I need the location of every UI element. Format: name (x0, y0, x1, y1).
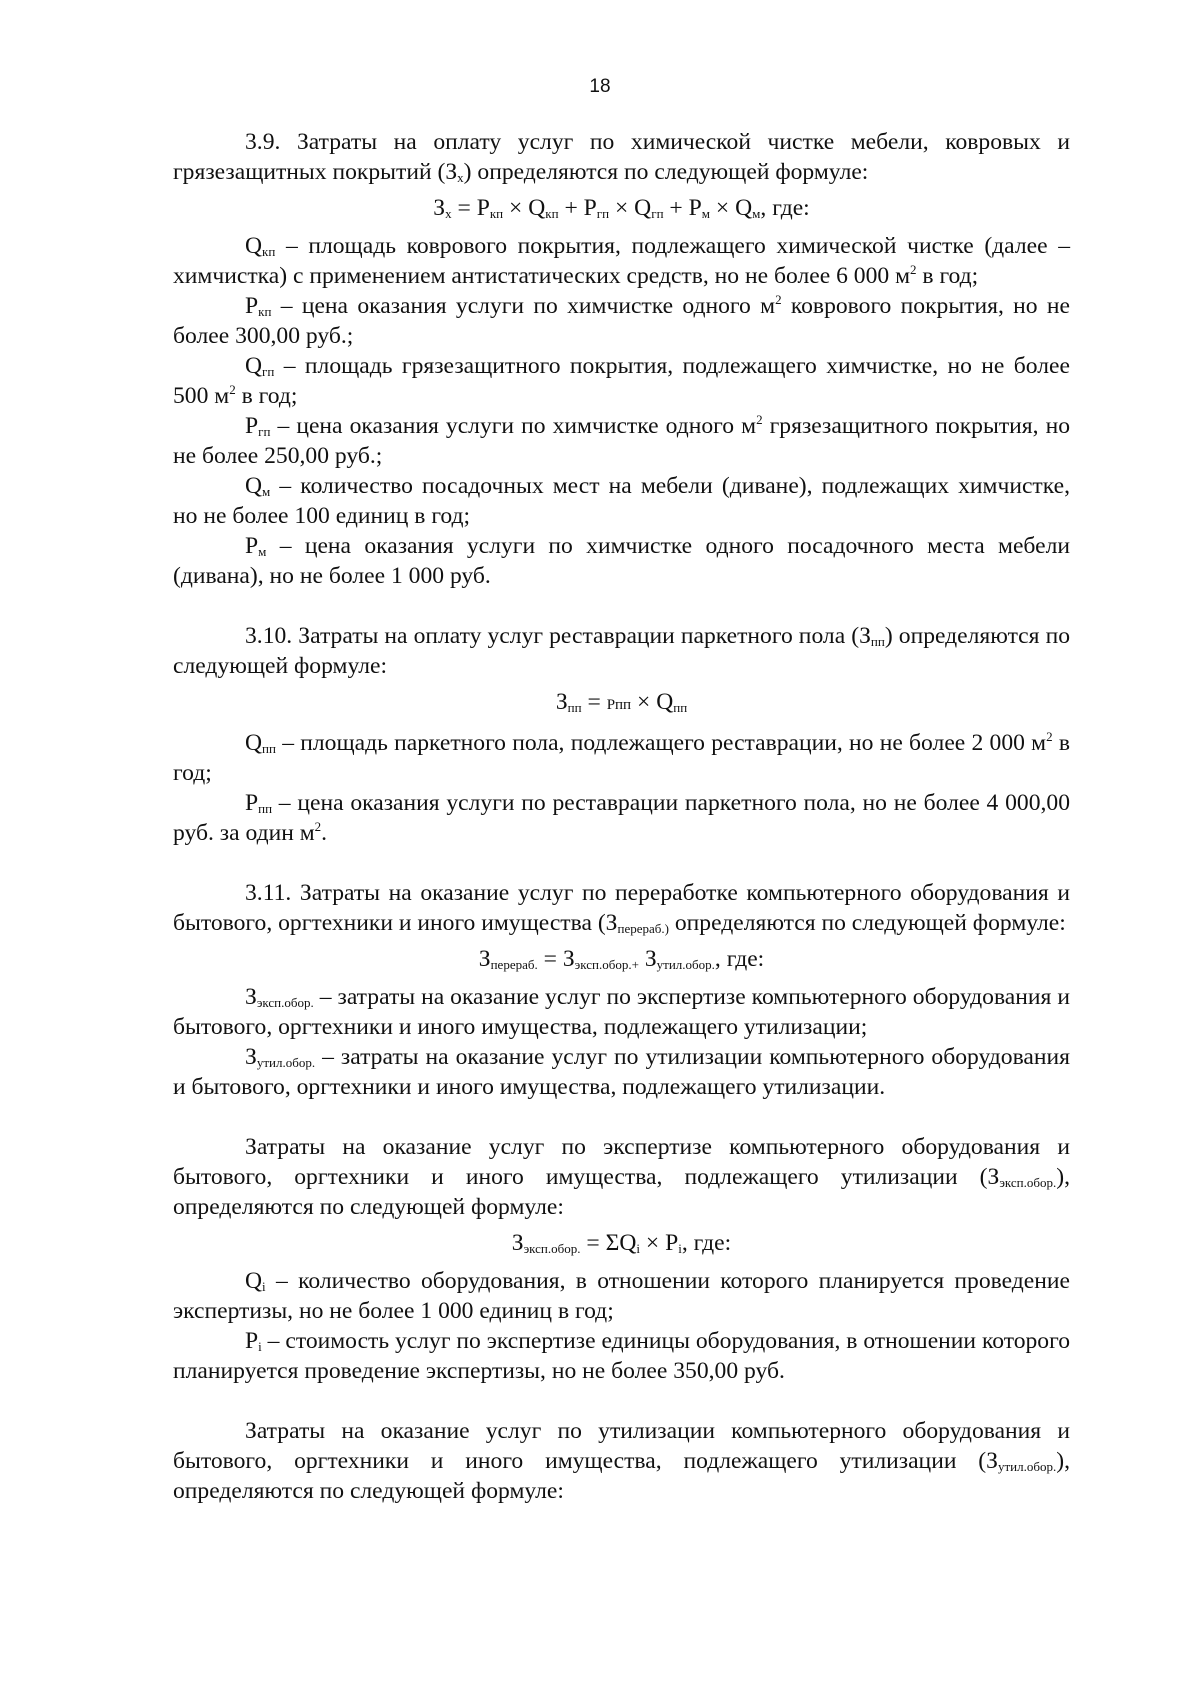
definition-p-kp: $Р_{кп}$ – цена оказания услуги по химчистке одного $м^2$ коврового покрытия, но не более 300,00 руб.; (173, 292, 1071, 349)
definition-p-pp: $Р_{пп}$ – цена оказания услуги по реставрации паркетного пола, но не более 4 000,00 руб. за один $м^2$. (173, 790, 1070, 846)
definition-q-m: $Q_м$ – количество посадочных мест на мебели (диване), подлежащих химчистке, но не более 100 единиц в год; (173, 473, 1070, 529)
formula-parquet-restoration: $З_{пп}$ = Рпп × $Q_{пп}$ (555, 689, 688, 715)
definition-q-kp: $Q_{кп}$ – площадь коврового покрытия, подлежащего химической чистке (далее – химчистка) с применением антистатических средств, но не более 6 000 $м^2$ в год; (173, 233, 1070, 289)
definition-p-i: $P_i$ – стоимость услуг по экспертизе единицы оборудования, в отношении которого планируется проведение экспертизы, но не более 350,00 руб. (173, 1328, 1070, 1384)
expertise-intro: Затраты на оказание услуг по экспертизе компьютерного оборудования и бытового, оргтехники и иного имущества, подлежащего утилизации $(З_{эксп.обор.})$, определяются по следующей формуле: (173, 1134, 1070, 1220)
page-number: 18 (589, 76, 611, 97)
definition-q-pp: $Q_{пп}$ – площадь паркетного пола, подлежащего реставрации, но не более 2 000 $м^2$ в год; (173, 729, 1070, 786)
definition-z-util: $З_{утил.обор.}$ – затраты на оказание услуг по утилизации компьютерного оборудования и бытового, оргтехники и иного имущества, подлежащего утилизации. (173, 1044, 1070, 1100)
definition-p-gp: $Р_{гп}$ – цена оказания услуги по химчистке одного $м^2$ грязезащитного покрытия, но не более 250,00 руб.; (173, 412, 1070, 469)
section-3-9-intro: 3.9. Затраты на оплату услуг по химической чистке мебели, ковровых и грязезащитных покрытий $(З_х)$ определяются по следующей формуле: (173, 129, 1070, 185)
formula-expertise: $З_{эксп.обор.} = \Sigma Q_i \times P_i$, где: (511, 1230, 732, 1256)
definition-q-i: $Q_i$ – количество оборудования, в отношении которого планируется проведение экспертизы, но не более 1 000 единиц в год; (173, 1268, 1070, 1324)
utilization-intro: Затраты на оказание услуг по утилизации компьютерного оборудования и бытового, оргтехники и иного имущества, подлежащего утилизации $(З_{утил.обор.})$, определяются по следующей формуле: (173, 1418, 1070, 1504)
definition-q-gp: $Q_{гп}$ – площадь грязезащитного покрытия, подлежащего химчистке, но не более 500 $м^2$ в год; (173, 353, 1070, 409)
definition-p-m: $Р_м$ – цена оказания услуги по химчистке одного посадочного места мебели (дивана), но не более 1 000 руб. (173, 533, 1070, 589)
section-3-11-intro: 3.11. Затраты на оказание услуг по переработке компьютерного оборудования и бытового, оргтехники и иного имущества ($З_{перераб.)}$ определяются по следующей формуле: (173, 880, 1070, 936)
section-3-10-intro: 3.10. Затраты на оплату услуг реставрации паркетного пола $(З_{пп})$ определяются по следующей формуле: (173, 623, 1070, 679)
definition-z-exp: $З_{эксп.обор.}$ – затраты на оказание услуг по экспертизе компьютерного оборудования и бытового, оргтехники и иного имущества, подлежащего утилизации; (173, 984, 1070, 1040)
document-body (173, 127, 1070, 1506)
formula-chemical-cleaning: $З_х = Р_{кп} \times Q_{кп} + Р_{гп} \times Q_{гп} + Р_м \times Q_м$, где: (433, 195, 810, 221)
formula-recycling: $З_{перераб.} = З_{эксп.обор.+}$ $З_{утил.обор.}$, где: (478, 946, 765, 972)
